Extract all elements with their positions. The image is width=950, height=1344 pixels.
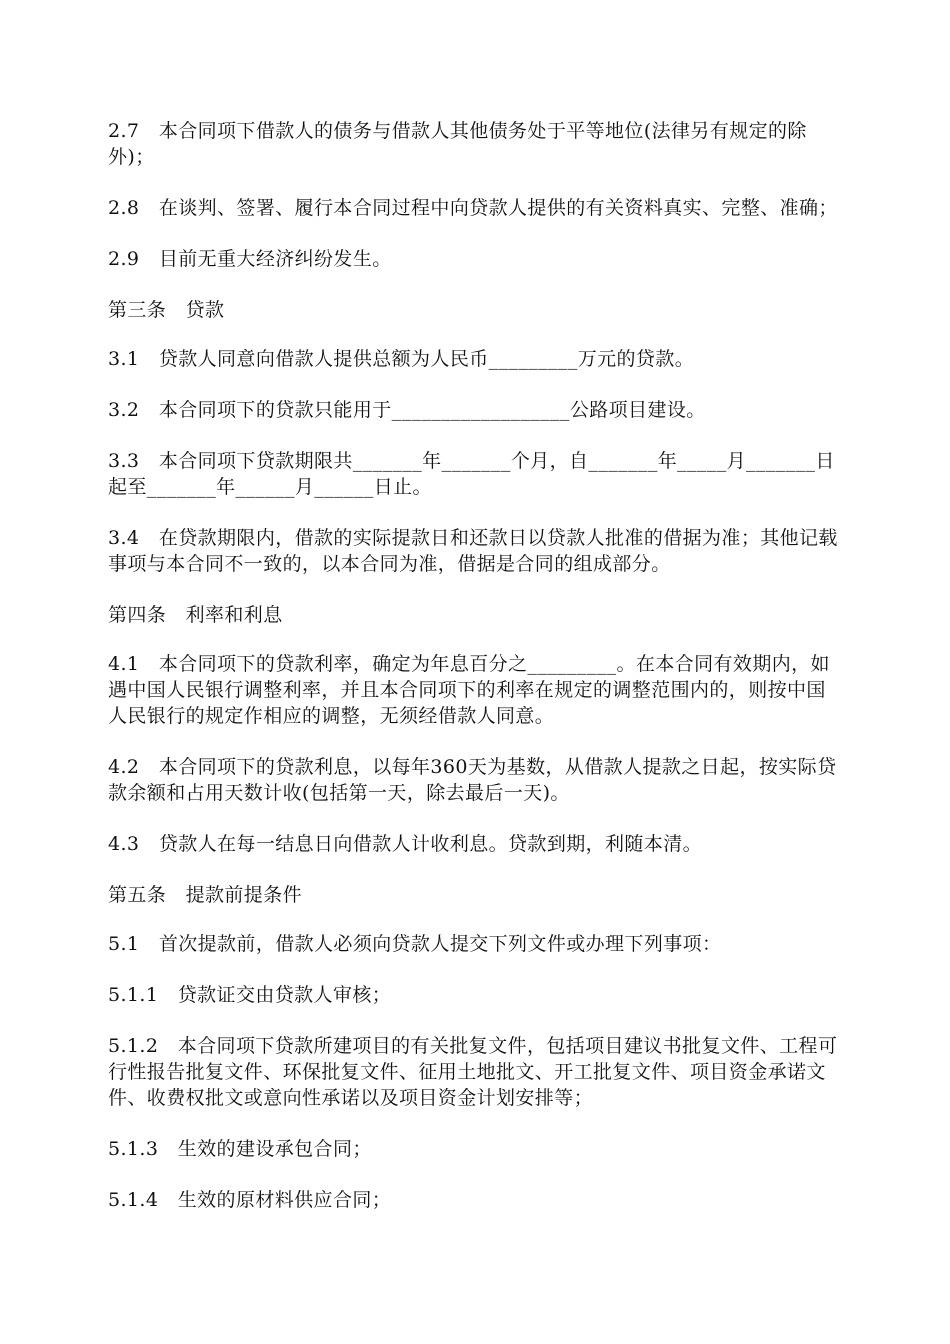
article-5-heading: 第五条 提款前提条件 [108,884,303,906]
clause-3-4: 3.4 在贷款期限内，借款的实际提款日和还款日以贷款人批准的借据为准；其他记载事项与本合同不一致的，以本合同为准，借据是合同的组成部分。 [108,527,838,575]
article-4-heading: 第四条 利率和利息 [108,604,283,626]
clause-2-8: 2.8 在谈判、签署、履行本合同过程中向贷款人提供的有关资料真实、完整、准确； [108,197,838,219]
article-3-heading: 第三条 贷款 [108,299,225,321]
clause-4-2: 4.2 本合同项下的贷款利息，以每年360天为基数，从借款人提款之日起，按实际贷款余额和占用天数计收(包括第一天，除去最后一天)。 [108,756,837,804]
clause-5-1-4: 5.1.4 生效的原材料供应合同； [108,1189,392,1211]
document-page [108,118,843,1238]
clause-3-2: 3.2 本合同项下的贷款只能用于__________________公路项目建设。 [108,399,706,421]
clause-5-1-2: 5.1.2 本合同项下贷款所建项目的有关批复文件，包括项目建议书批复文件、工程可行性报告批复文件、环保批复文件、征用土地批文、开工批复文件、项目资金承诺文件、收费权批文或意向性承诺以及项目资金计划安排等； [108,1035,838,1109]
clause-5-1-3: 5.1.3 生效的建设承包合同； [108,1138,372,1160]
clause-3-1: 3.1 贷款人同意向借款人提供总额为人民币_________万元的贷款。 [108,348,695,370]
clause-5-1-1: 5.1.1 贷款证交由贷款人审核； [108,984,392,1006]
clause-2-9: 2.9 目前无重大经济纠纷发生。 [108,248,392,270]
clause-3-3: 3.3 本合同项下贷款期限共_______年_______个月，自_______年_____月_______日起至_______年______月______日止。 [108,450,835,498]
clause-4-1: 4.1 本合同项下的贷款利率，确定为年息百分之_________。在本合同有效期内，如遇中国人民银行调整利率，并且本合同项下的利率在规定的调整范围内的，则按中国人民银行的规定作相应的调整，无须经借款人同意。 [108,653,830,727]
clause-4-3: 4.3 贷款人在每一结息日向借款人计收利息。贷款到期，利随本清。 [108,833,703,855]
clause-5-1: 5.1 首次提款前，借款人必须向贷款人提交下列文件或办理下列事项： [108,933,722,955]
clause-2-7: 2.7 本合同项下借款人的债务与借款人其他债务处于平等地位(法律另有规定的除外)； [108,120,807,168]
